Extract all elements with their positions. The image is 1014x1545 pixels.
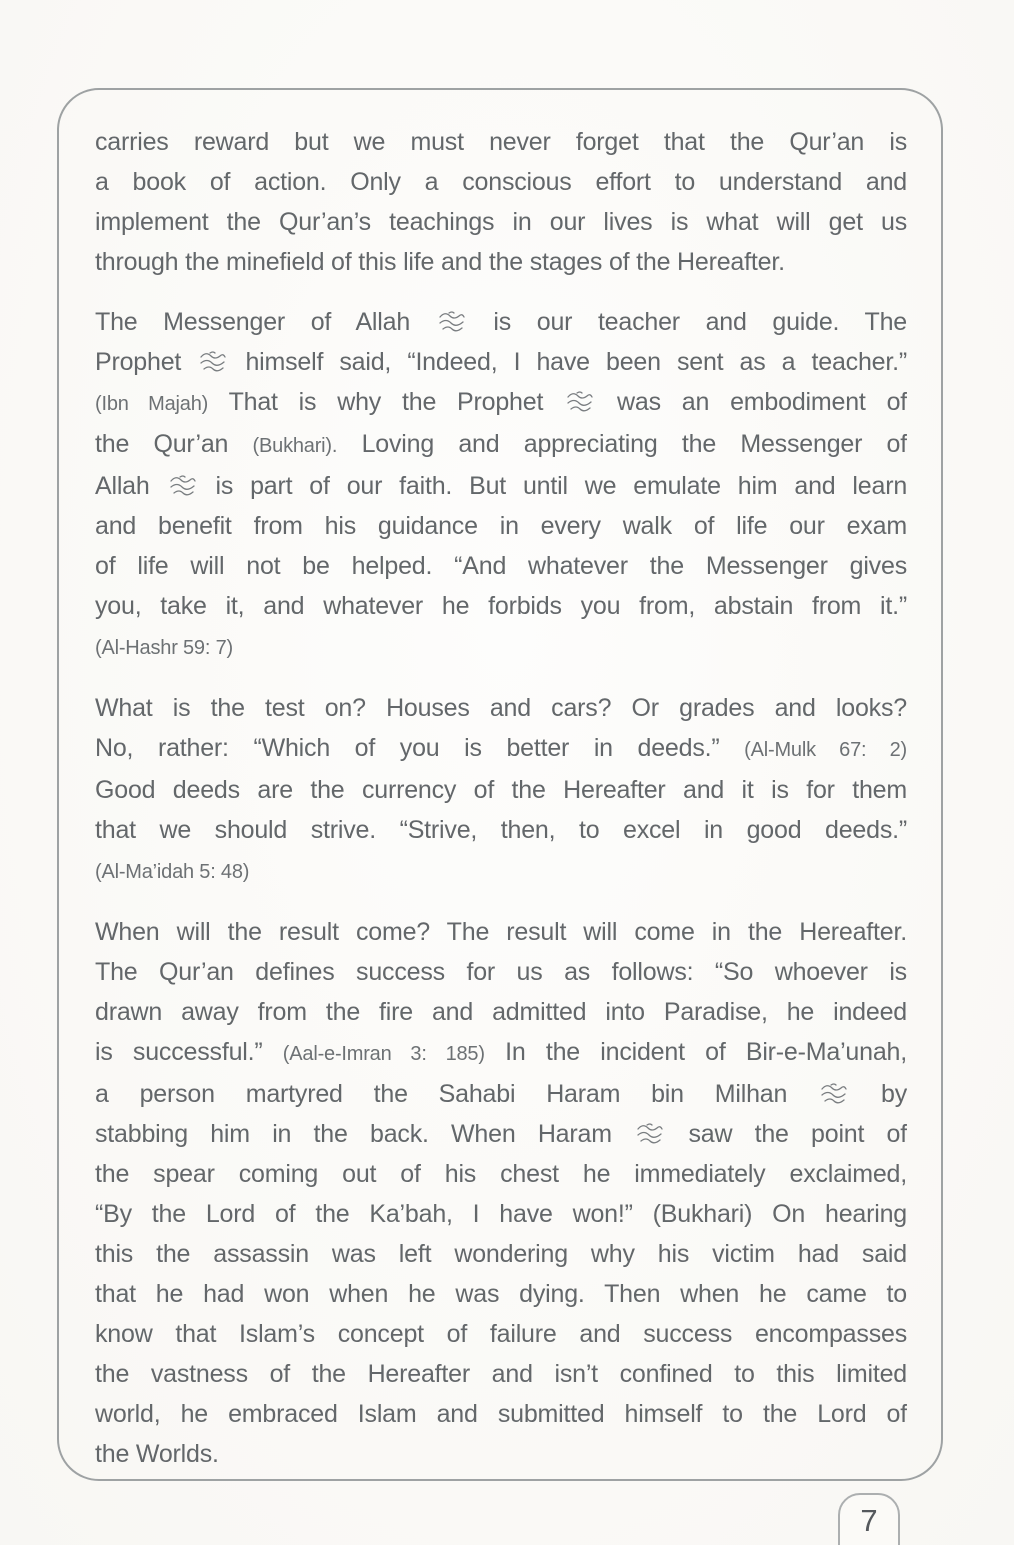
honorific-saw-icon <box>436 309 468 335</box>
text-line <box>95 586 907 626</box>
body-text: Loving and appreciating the Messenger of <box>361 430 907 458</box>
body-text: that he had won when he was dying. Then when he came to <box>95 1280 907 1308</box>
body-text: world, he embraced Islam and submitted himself to the Lord of <box>95 1400 907 1428</box>
body-text: drawn away from the fire and admitted into Paradise, he indeed <box>95 998 907 1026</box>
body-text: The Qur’an defines success for us as follows: “So whoever is <box>95 958 907 986</box>
text-line <box>95 912 907 952</box>
citation-text: (Aal-e-Imran 3: 185) <box>282 1043 485 1065</box>
text-line <box>95 302 907 342</box>
body-text: When will the result come? The result will come in the Hereafter. <box>95 918 907 946</box>
text-line <box>95 626 907 668</box>
text-line <box>95 952 907 992</box>
text-line <box>95 1194 907 1234</box>
text-line <box>95 506 907 546</box>
text-line <box>95 1074 907 1114</box>
body-text: is part of our faith. But until we emulate him and learn <box>215 472 907 500</box>
honorific-ra-icon <box>818 1081 850 1107</box>
citation-text: (Al-Hashr 59: 7) <box>95 637 233 659</box>
text-line <box>95 1354 907 1394</box>
text-line <box>95 1434 907 1474</box>
text-line <box>95 1394 907 1434</box>
body-text: That is why the Prophet <box>228 388 544 416</box>
text-line <box>95 688 907 728</box>
body-text: this the assassin was left wondering why his victim had said <box>95 1240 907 1268</box>
body-text: In the incident of Bir-e-Ma’unah, <box>505 1038 907 1066</box>
text-line <box>95 1314 907 1354</box>
citation-text: (Ibn Majah) <box>95 393 209 415</box>
body-text: implement the Qur’an’s teachings in our lives is what will get us <box>95 208 907 236</box>
body-text: is our teacher and guide. The <box>493 308 907 336</box>
paragraph <box>95 688 907 892</box>
body-text: himself said, “Indeed, I have been sent as a teacher.” <box>245 348 907 376</box>
body-text: stabbing him in the back. When Haram <box>95 1120 612 1148</box>
body-text: of life will not be helped. “And whatever the Messenger gives <box>95 552 907 580</box>
text-line <box>95 122 907 162</box>
text-line <box>95 1274 907 1314</box>
text-line <box>95 242 907 282</box>
page-number-box <box>838 1493 900 1545</box>
text-line <box>95 342 907 382</box>
paragraph <box>95 122 907 282</box>
body-text: What is the test on? Houses and cars? Or grades and looks? <box>95 694 907 722</box>
honorific-saw-icon <box>197 349 229 375</box>
body-text: is successful.” <box>95 1038 263 1066</box>
paragraph <box>95 302 907 668</box>
text-line <box>95 1114 907 1154</box>
body-text: the vastness of the Hereafter and isn’t confined to this limited <box>95 1360 907 1388</box>
page-text-content <box>95 122 907 1474</box>
body-text: a book of action. Only a conscious effort to understand and <box>95 168 907 196</box>
body-text: you, take it, and whatever he forbids you from, abstain from it.” <box>95 592 907 620</box>
body-text: a person martyred the Sahabi Haram bin Milhan <box>95 1080 788 1108</box>
text-line <box>95 202 907 242</box>
body-text: through the minefield of this life and the stages of the Hereafter. <box>95 248 785 276</box>
honorific-saw-icon <box>167 473 199 499</box>
body-text: Good deeds are the currency of the Hereafter and it is for them <box>95 776 907 804</box>
body-text: No, rather: “Which of you is better in deeds.” <box>95 734 720 762</box>
body-text: “By the Lord of the Ka’bah, I have won!” (Bukhari) On hearing <box>95 1200 907 1228</box>
body-text: was an embodiment of <box>617 388 907 416</box>
honorific-saw-icon <box>564 389 596 415</box>
body-text: carries reward but we must never forget that the Qur’an is <box>95 128 907 156</box>
citation-text: (Al-Mulk 67: 2) <box>744 739 907 761</box>
paragraph <box>95 912 907 1474</box>
text-line <box>95 1154 907 1194</box>
body-text: the Qur’an <box>95 430 229 458</box>
body-text: the Worlds. <box>95 1440 219 1468</box>
text-line <box>95 992 907 1032</box>
text-line <box>95 546 907 586</box>
text-line <box>95 162 907 202</box>
page-number: 7 <box>860 1503 878 1538</box>
body-text: that we should strive. “Strive, then, to excel in good deeds.” <box>95 816 907 844</box>
body-text: Prophet <box>95 348 182 376</box>
body-text: by <box>880 1080 907 1108</box>
body-text: saw the point of <box>688 1120 907 1148</box>
body-text: and benefit from his guidance in every walk of life our exam <box>95 512 907 540</box>
text-line <box>95 770 907 810</box>
citation-text: (Bukhari). <box>252 435 338 457</box>
text-line <box>95 1234 907 1274</box>
text-line <box>95 424 907 466</box>
text-line <box>95 810 907 850</box>
body-text: the spear coming out of his chest he immediately exclaimed, <box>95 1160 907 1188</box>
text-line <box>95 850 907 892</box>
honorific-ra-icon <box>634 1121 666 1147</box>
body-text: The Messenger of Allah <box>95 308 411 336</box>
text-line <box>95 1032 907 1074</box>
text-line <box>95 466 907 506</box>
text-line <box>95 728 907 770</box>
citation-text: (Al-Ma’idah 5: 48) <box>95 861 250 883</box>
body-text: Allah <box>95 472 150 500</box>
body-text: know that Islam’s concept of failure and success encompasses <box>95 1320 907 1348</box>
text-line <box>95 382 907 424</box>
